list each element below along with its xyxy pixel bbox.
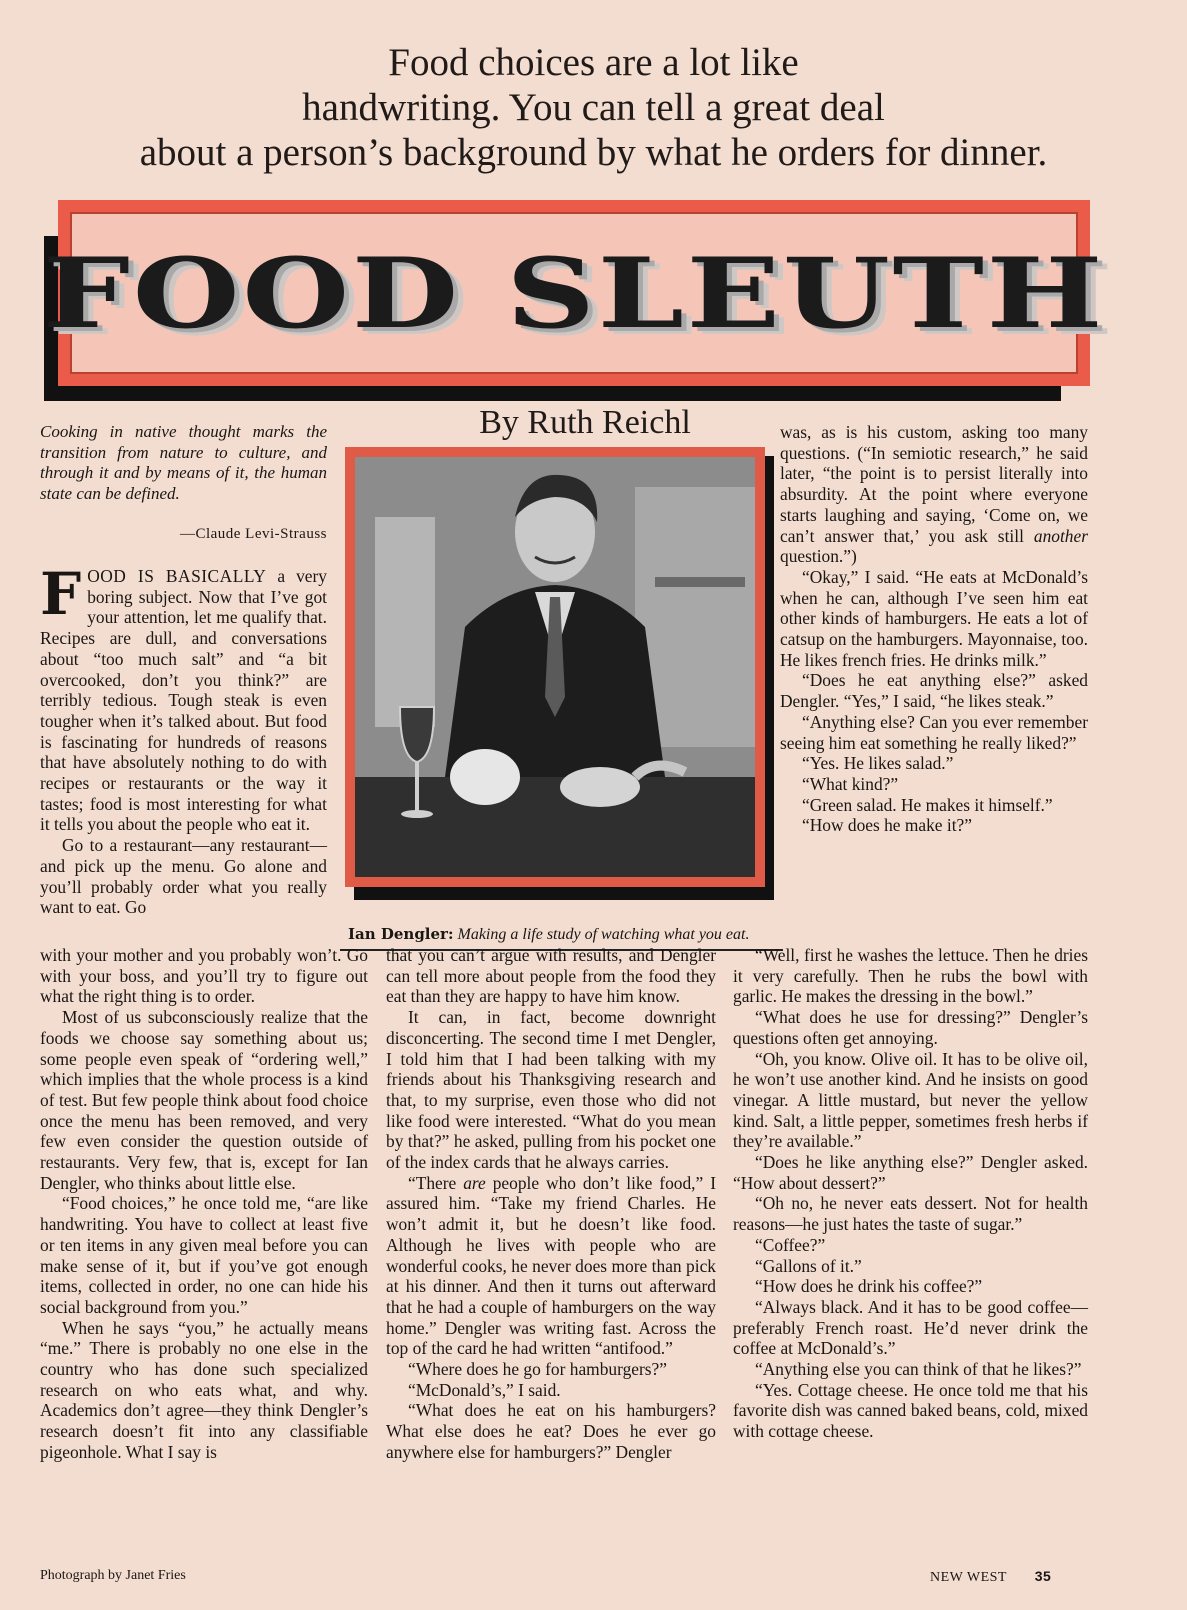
deck-line: Food choices are a lot like bbox=[388, 41, 799, 84]
portrait-photo bbox=[355, 457, 755, 877]
lead-paragraph bbox=[40, 560, 327, 835]
paragraph: “What does he use for dressing?” Dengler’s questions often get annoying. bbox=[733, 1007, 1088, 1048]
paragraph-continued bbox=[780, 422, 1088, 567]
paragraph: “Food choices,” he once told me, “are like handwriting. You have to collect at least five or ten items in any given meal before you can make sense of it, but if you’ve got enough items, collected in order, no one can hide his social background from you.” bbox=[40, 1193, 368, 1317]
paragraph: Go to a restaurant—any restaurant—and pick up the menu. Go alone and you’ll probably order what you really want to eat. Go bbox=[40, 835, 327, 918]
paragraph: “Yes. Cottage cheese. He once told me that his favorite dish was canned baked beans, cold, mixed with cottage cheese. bbox=[733, 1379, 1088, 1442]
page-number: 35 bbox=[1034, 1568, 1052, 1584]
paragraph-continued: that you can’t argue with results, and Dengler can tell more about people from the food they eat than they are happy to have him know. bbox=[386, 945, 716, 1007]
text-run: “There bbox=[408, 1172, 464, 1193]
paragraph: It can, in fact, become downright disconcerting. The second time I met Dengler, I told him that I had been talking with my friends about his Thanksgiving research and that, to my surprise, even those who did not like food were interested. “What do you mean by that?” he asked, pulling from his pocket one of the index cards that he always carries. bbox=[386, 1007, 716, 1173]
paragraph: “What kind?” bbox=[802, 773, 899, 794]
headline-banner-inner bbox=[42, 212, 1106, 374]
paragraph: “Always black. And it has to be good coffee—preferably French roast. He’d never drink the coffee at McDonald’s.” bbox=[733, 1296, 1088, 1359]
paragraph: “Yes. He likes salad.” bbox=[802, 753, 954, 774]
paragraph: “Oh no, he never eats dessert. Not for health reasons—he just hates the taste of sugar.” bbox=[733, 1193, 1088, 1235]
epigraph: Cooking in native thought marks the transition from nature to culture, and through it and by means of it, the human state can be defined. bbox=[40, 422, 327, 503]
paragraph: “Does he eat anything else?” asked Dengler. “Yes,” I said, “he likes steak.” bbox=[780, 670, 1088, 712]
emphasis: are bbox=[463, 1172, 486, 1193]
paragraph: Most of us subconsciously realize that the foods we choose say something about us; some people even speak of “ordering well,” which implies that the whole process is a kind of test. But few people think about food choice once the menu has been removed, and very few even consider the question outside of restaurants. Very few, that is, except for Ian Dengler, who thinks about little else. bbox=[40, 1007, 368, 1193]
deck-line: about a person’s background by what he orders for dinner. bbox=[139, 131, 1048, 174]
paragraph bbox=[386, 1173, 716, 1359]
paragraph: “Well, first he washes the lettuce. Then he dries it very carefully. Then he rubs the bowl with garlic. He makes the dressing in the bowl.” bbox=[733, 945, 1088, 1007]
column-1-bottom bbox=[40, 945, 368, 1463]
photo-frame bbox=[345, 447, 765, 887]
folio bbox=[930, 1568, 1051, 1586]
paragraph: “How does he drink his coffee?” bbox=[755, 1276, 983, 1297]
deck-line: handwriting. You can tell a great deal bbox=[302, 86, 885, 129]
caption-text: Making a life study of watching what you eat. bbox=[457, 926, 750, 943]
photo-caption bbox=[348, 925, 788, 944]
headline: FOOD SLEUTH bbox=[42, 236, 1106, 350]
column-3-top bbox=[780, 422, 1088, 836]
emphasis: another bbox=[1033, 525, 1088, 546]
text-run: people who don’t like food,” I assured him. “Take my friend Charles. He won’t admit it, but he doesn’t like food. Although he lives with people who are wonderful cooks, he never does more than pick at his dinner. And then it turns out afterward that he had a couple of hamburgers on the way home.” Dengler was writing fast. Across the top of the card he had written “antifood.” bbox=[386, 1172, 716, 1359]
paragraph: “Gallons of it.” bbox=[755, 1255, 862, 1276]
paragraph: “Anything else you can think of that he likes?” bbox=[755, 1359, 1082, 1380]
caption-name: Ian Dengler: bbox=[348, 925, 454, 943]
paragraph: “Does he like anything else?” Dengler asked. “How about dessert?” bbox=[733, 1152, 1088, 1193]
headline-banner bbox=[42, 200, 1106, 386]
epigraph-attribution: —Claude Levi-Strauss bbox=[179, 526, 327, 542]
text-run: question.”) bbox=[780, 546, 857, 567]
photo-credit: Photograph by Janet Fries bbox=[40, 1568, 186, 1583]
paragraph-continued: with your mother and you probably won’t. Go with your boss, and you’ll try to figure out what the right thing is to order. bbox=[40, 945, 368, 1007]
column-1-top bbox=[40, 560, 327, 918]
paragraph: “Where does he go for hamburgers?” bbox=[408, 1359, 667, 1380]
drop-cap: F bbox=[40, 560, 82, 628]
portrait-illustration bbox=[355, 457, 755, 877]
paragraph: “Oh, you know. Olive oil. It has to be olive oil, he won’t use another kind. And he insists on good vinegar. A little mustard, but never the yellow kind. Salt, a little pepper, sometimes fresh herbs if they’re available.” bbox=[733, 1048, 1088, 1152]
paragraph: “Coffee?” bbox=[755, 1234, 826, 1255]
magazine-name: NEW WEST bbox=[930, 1570, 1007, 1585]
column-3-bottom bbox=[733, 945, 1088, 1442]
text-run: was, as is his custom, asking too many questions. (“In semiotic research,” he said later, “the point is to persist literally into absurdity. At the point where everyone starts laughing and saying, ‘Come on, we can’t answer that,’ you ask still bbox=[780, 422, 1088, 546]
paragraph: “How does he make it?” bbox=[802, 815, 972, 836]
column-2 bbox=[386, 945, 716, 1463]
lead-caps: OOD IS BASICALLY bbox=[87, 566, 267, 586]
deck bbox=[40, 40, 1147, 175]
paragraph: “Anything else? Can you ever remember seeing him eat something he really liked?” bbox=[780, 711, 1088, 753]
byline: By Ruth Reichl bbox=[479, 404, 691, 441]
paragraph: “McDonald’s,” I said. bbox=[408, 1379, 561, 1400]
lead-text: a very boring subject. Now that I’ve got your attention, let me qualify that. Recipes are dull, and conversations about “too much salt” and “a bit overcooked, don’t you think?” are terribly tedious. Tough steak is even tougher when it’s talked about. But food is fascinating for hundreds of reasons that have absolutely nothing to do with recipes or restaurants or the way it tastes; food is most interesting for what it tells you about the people who eat it. bbox=[40, 566, 327, 835]
paragraph: “What does he eat on his hamburgers? What else does he eat? Does he ever go anywhere else for hamburgers?” Dengler bbox=[386, 1400, 716, 1462]
paragraph: “Okay,” I said. “He eats at McDonald’s when he can, although I’ve seen him eat other kinds of hamburgers. He eats a lot of catsup on the hamburgers. Mayonnaise, too. He likes french fries. He drinks milk.” bbox=[780, 566, 1088, 670]
paragraph: “Green salad. He makes it himself.” bbox=[802, 794, 1053, 815]
paragraph: When he says “you,” he actually means “me.” There is probably no one else in the country who has done such specialized research on who eats what, and why. Academics don’t agree—they think Dengler’s research doesn’t fit into any classifiable pigeonhole. What I say is bbox=[40, 1317, 368, 1462]
